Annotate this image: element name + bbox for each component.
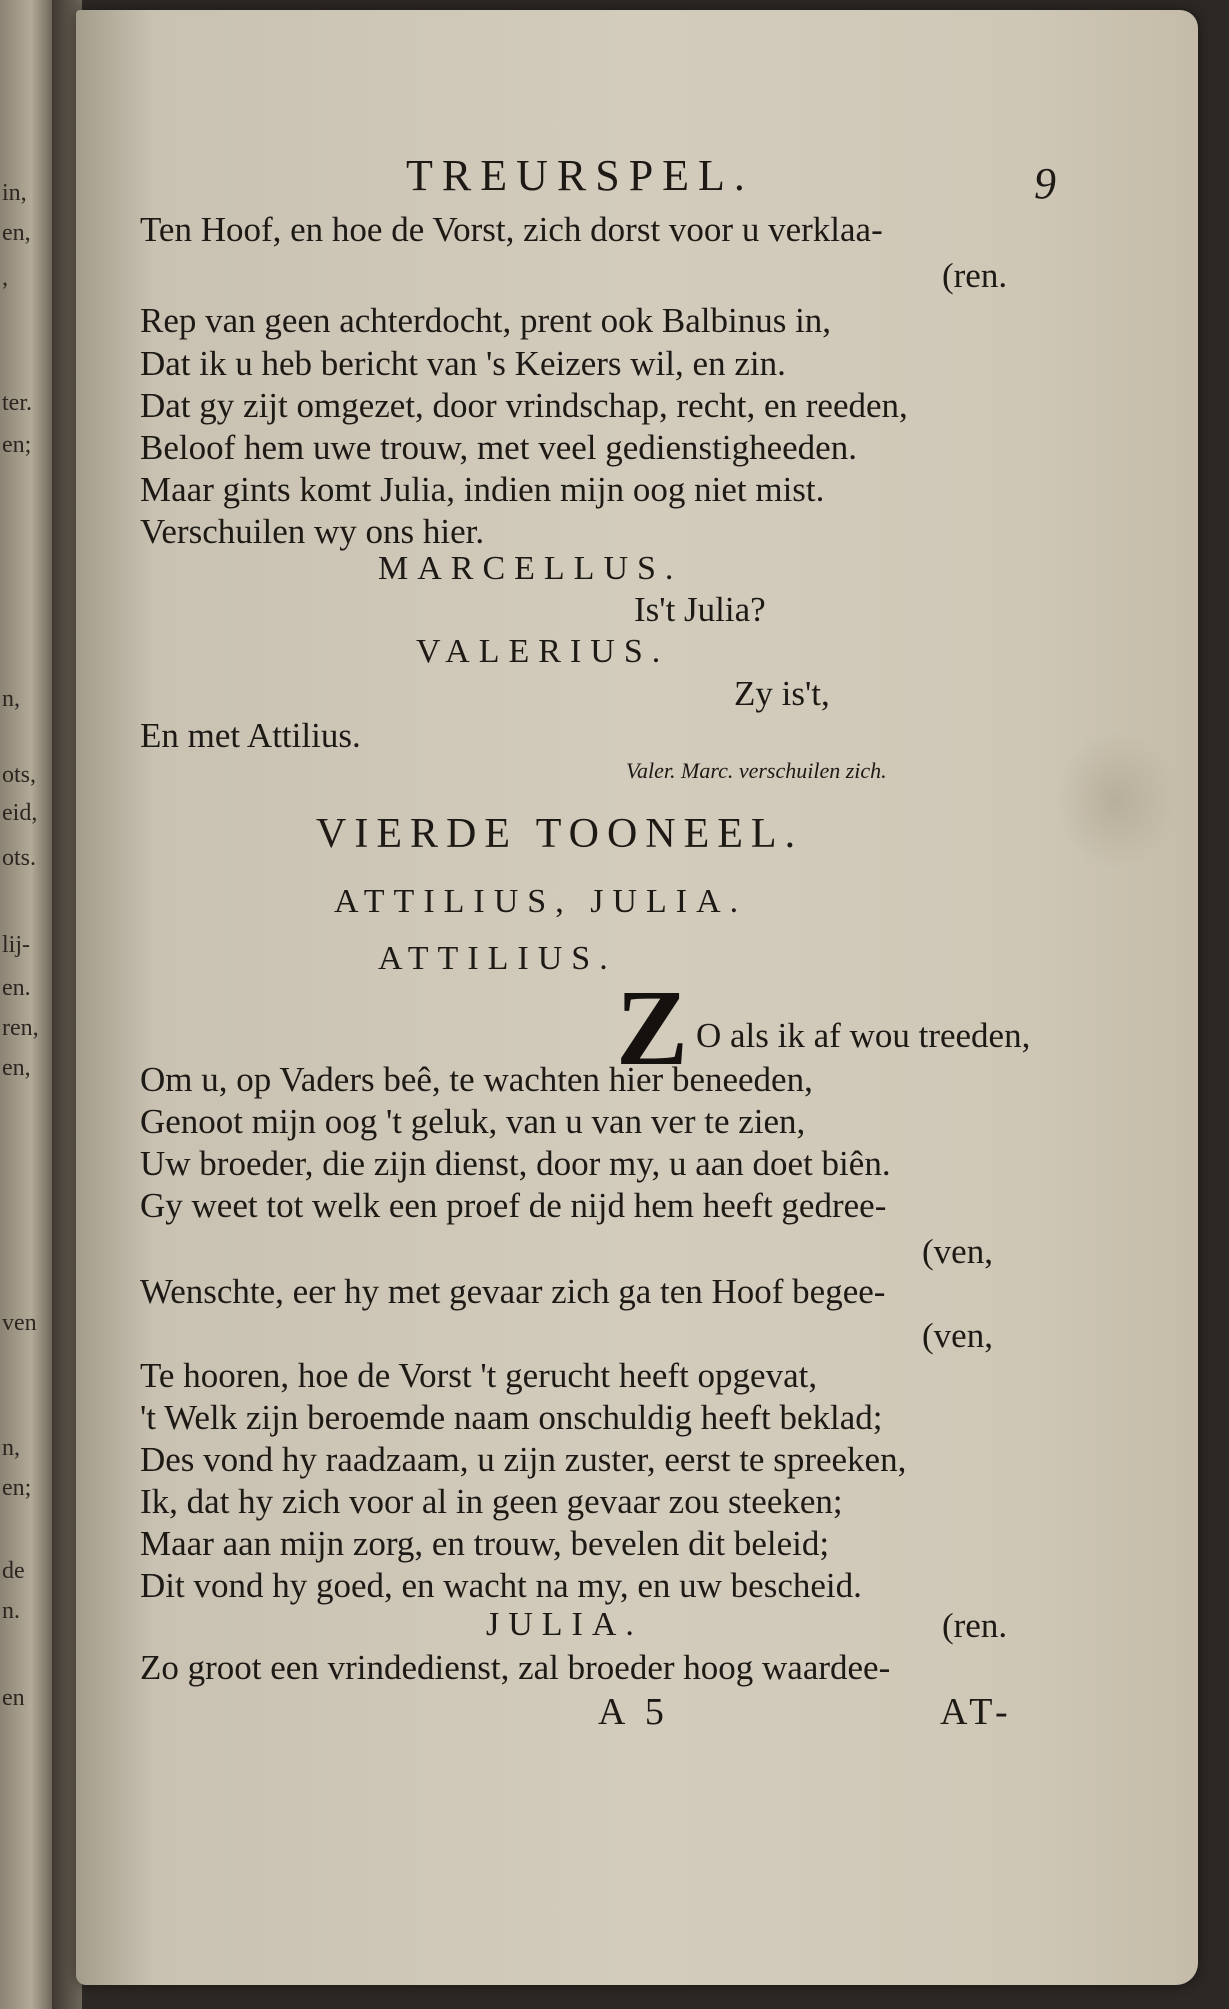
speaker-name: MARCELLUS. — [378, 550, 683, 587]
scene-characters: ATTILIUS, JULIA. — [334, 883, 748, 920]
facing-page-fragment: en, — [2, 1055, 31, 1081]
verse-line: Genoot mijn oog 't geluk, van u van ver te zien, — [140, 1102, 806, 1141]
facing-page-fragment: lij- — [2, 932, 30, 958]
verse-turnover: (ren. — [942, 1606, 1008, 1645]
verse-line: Des vond hy raadzaam, u zijn zuster, eerst te spreeken, — [140, 1440, 907, 1479]
verse-line: Rep van geen achterdocht, prent ook Balbinus in, — [140, 301, 832, 340]
facing-page-fragment: en — [2, 1685, 25, 1711]
facing-page-fragment: ots, — [2, 762, 37, 788]
verse-line: O als ik af wou treeden, — [696, 1016, 1031, 1055]
facing-page-fragment: en; — [2, 1475, 32, 1501]
verse-line: Dit vond hy goed, en wacht na my, en uw bescheid. — [140, 1566, 862, 1605]
facing-page-fragment: ven — [2, 1310, 37, 1336]
verse-turnover: (ven, — [922, 1232, 993, 1271]
facing-page-edge — [0, 0, 52, 2009]
speaker-name: ATTILIUS. — [378, 940, 617, 977]
facing-page-fragment: en. — [2, 975, 31, 1001]
facing-page-fragment: eid, — [2, 800, 38, 826]
verse-line: Is't Julia? — [634, 590, 766, 629]
facing-page-fragment: en, — [2, 220, 31, 246]
verse-line: Ik, dat hy zich voor al in geen gevaar zou steeken; — [140, 1482, 843, 1521]
verse-line: En met Attilius. — [140, 716, 361, 755]
paper-stain — [1056, 730, 1176, 870]
verse-line: Om u, op Vaders beê, te wachten hier beneeden, — [140, 1060, 813, 1099]
book-page — [76, 10, 1198, 1985]
facing-page-fragment: n. — [2, 1598, 20, 1624]
verse-line: 't Welk zijn beroemde naam onschuldig heeft beklad; — [140, 1398, 883, 1437]
verse-line: Te hooren, hoe de Vorst 't gerucht heeft opgevat, — [140, 1356, 818, 1395]
catchword: AT- — [940, 1691, 1014, 1733]
verse-turnover: (ren. — [942, 256, 1008, 295]
facing-page-fragment: ter. — [2, 390, 32, 416]
verse-line: Zy is't, — [734, 674, 830, 713]
facing-page-fragment: in, — [2, 180, 27, 206]
scene-title: VIERDE TOONEEL. — [316, 811, 804, 857]
facing-page-fragment: en; — [2, 432, 32, 458]
verse-line: Zo groot een vrindedienst, zal broeder hoog waardee- — [140, 1648, 891, 1687]
verse-line: Dat gy zijt omgezet, door vrindschap, recht, en reeden, — [140, 386, 908, 425]
verse-line: Gy weet tot welk een proef de nijd hem heeft gedree- — [140, 1186, 887, 1225]
page-number: 9 — [1034, 159, 1056, 208]
verse-line: Ten Hoof, en hoe de Vorst, zich dorst voor u verklaa- — [140, 210, 883, 249]
stage-direction: Valer. Marc. verschuilen zich. — [626, 758, 887, 783]
facing-page-fragment: n, — [2, 686, 20, 712]
facing-page-fragment: de — [2, 1558, 25, 1584]
verse-line: Maar gints komt Julia, indien mijn oog niet mist. — [140, 470, 825, 509]
facing-page-fragment: n, — [2, 1435, 20, 1461]
verse-line: Maar aan mijn zorg, en trouw, bevelen dit beleid; — [140, 1524, 830, 1563]
verse-line: Dat ik u heb bericht van 's Keizers wil, en zin. — [140, 344, 786, 383]
verse-turnover: (ven, — [922, 1316, 993, 1355]
facing-page-fragment: ots. — [2, 845, 37, 871]
speaker-name: JULIA. — [486, 1606, 643, 1643]
verse-line: Wenschte, eer hy met gevaar zich ga ten Hoof begee- — [140, 1272, 886, 1311]
running-head: TREURSPEL. — [406, 151, 754, 200]
facing-page-fragment: ren, — [2, 1015, 39, 1041]
signature-mark: A 5 — [598, 1691, 670, 1733]
speaker-name: VALERIUS. — [416, 633, 670, 670]
verse-line: Verschuilen wy ons hier. — [140, 512, 485, 551]
verse-line: Beloof hem uwe trouw, met veel gedienstigheeden. — [140, 428, 857, 467]
drop-cap: Z — [616, 969, 689, 1088]
facing-page-fragment: , — [2, 265, 8, 291]
verse-line: Uw broeder, die zijn dienst, door my, u aan doet biên. — [140, 1144, 891, 1183]
